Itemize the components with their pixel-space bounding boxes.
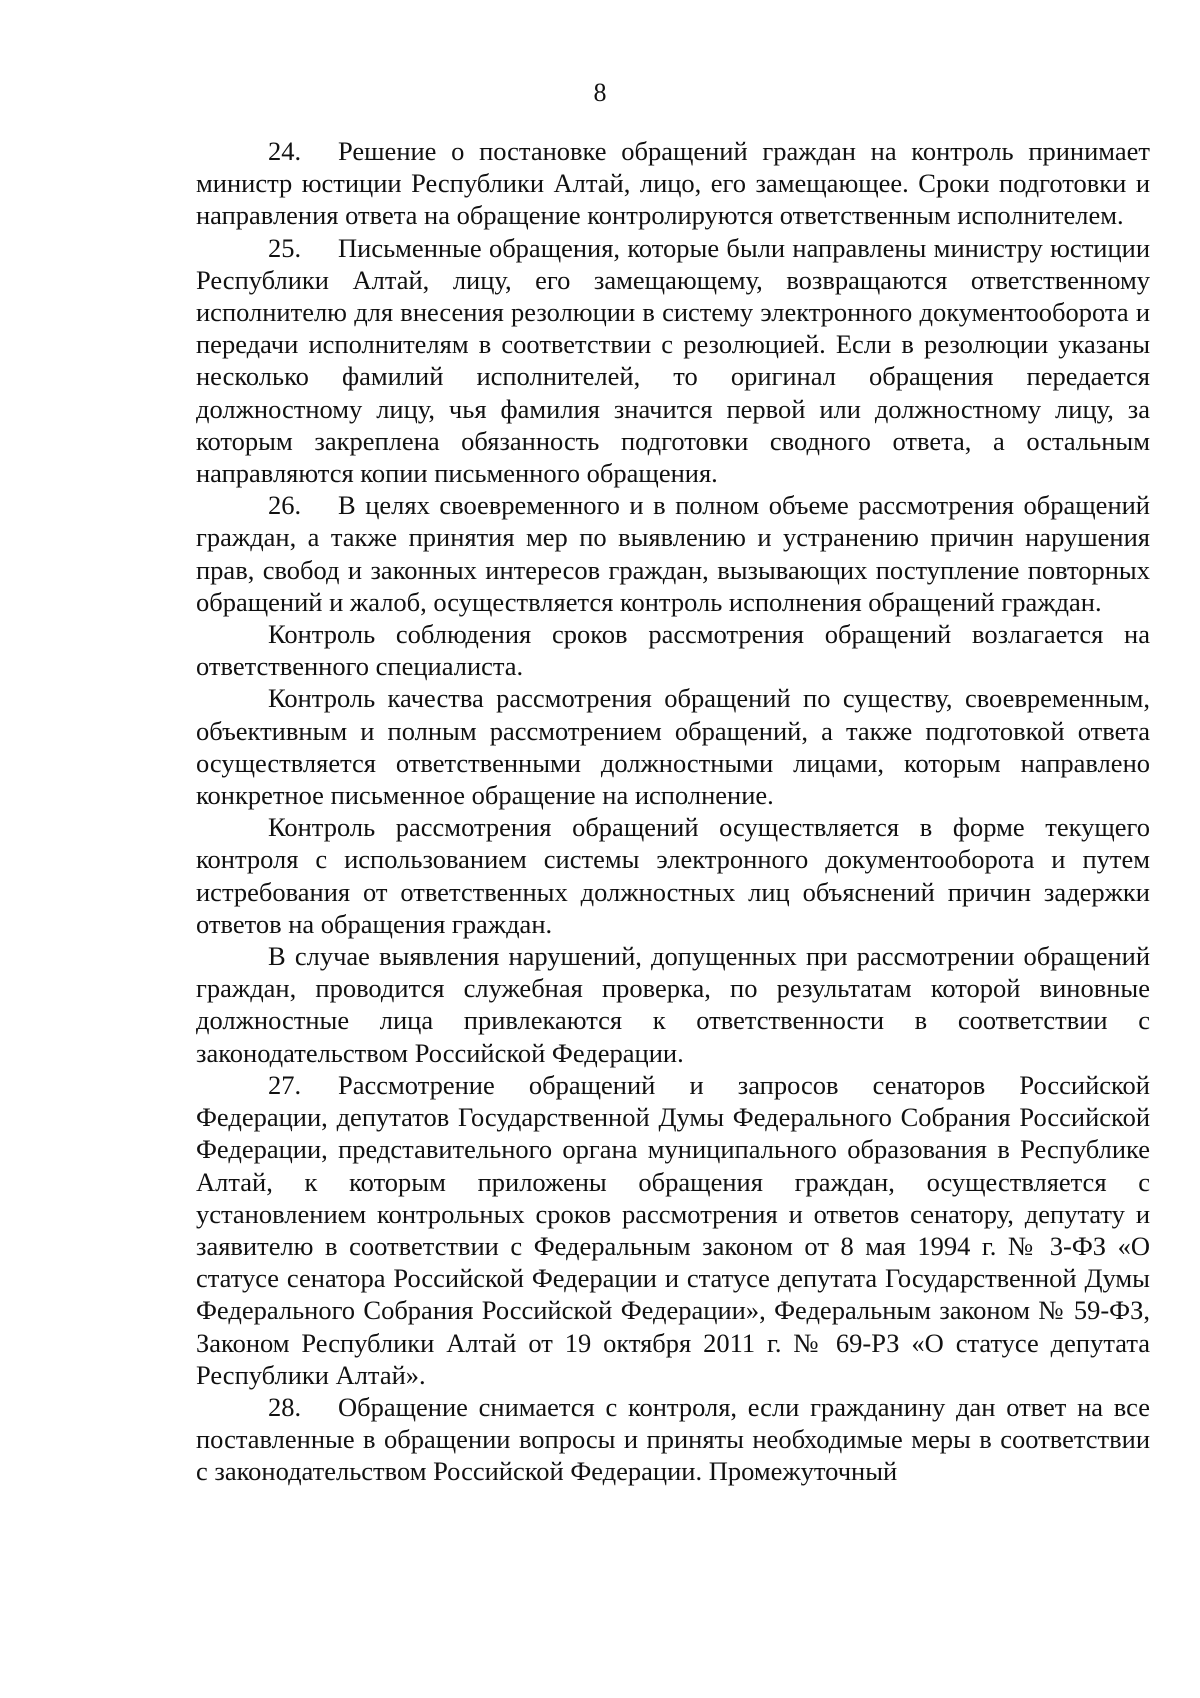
paragraph-control-deadlines xyxy=(196,618,1150,682)
paragraph-number: 27. xyxy=(268,1069,302,1100)
paragraph-control-quality xyxy=(196,682,1150,811)
paragraph-number: 28. xyxy=(268,1391,302,1422)
paragraph-28 xyxy=(196,1391,1150,1488)
paragraph-text: Контроль качества рассмотрения обращений по существу, своевременным, объективным и полным рассмотрением обращений, а также подготовкой ответа осуществляется ответственными должностными лицами, которым направлено конкретное письменное обращение на исполнение. xyxy=(196,683,1150,811)
paragraph-violations xyxy=(196,940,1150,1069)
document-body xyxy=(196,135,1150,1488)
paragraph-text: В целях своевременного и в полном объеме рассмотрения обращений граждан, а также принятия мер по выявлению и устранению причин нарушения прав, свобод и законных интересов граждан, вызывающих поступление повторных обращений и жалоб, осуществляется контроль исполнения обращений граждан. xyxy=(196,490,1150,617)
paragraph-text: В случае выявления нарушений, допущенных при рассмотрении обращений граждан, проводится служебная проверка, по результатам которой виновные должностные лица привлекаются к ответственности в соответствии с законодательством Российской Федерации. xyxy=(196,941,1150,1068)
paragraph-number: 26. xyxy=(268,490,302,521)
paragraph-number: 24. xyxy=(268,136,302,166)
paragraph-text: Решение о постановке обращений граждан на контроль принимает министр юстиции Республики Алтай, лицо, его замещающее. Сроки подготовки и направления ответа на обращение контролируются ответственным исполнителем. xyxy=(196,136,1150,231)
paragraph-text: Обращение снимается с контроля, если гражданину дан ответ на все поставленные в обращении вопросы и приняты необходимые меры в соответствии с законодательством Российской Федерации. Промежуточный xyxy=(196,1391,1150,1487)
page-number: 8 xyxy=(593,78,607,107)
paragraph-24 xyxy=(196,135,1150,232)
paragraph-text: Контроль соблюдения сроков рассмотрения обращений возлагается на ответственного специалиста. xyxy=(196,619,1150,682)
paragraph-26 xyxy=(196,489,1150,618)
paragraph-27 xyxy=(196,1069,1150,1391)
paragraph-text: Письменные обращения, которые были направлены министру юстиции Республики Алтай, лицу, его замещающему, возвращаются ответственному исполнителю для внесения резолюции в систему электронного документооборота и передачи исполнителям в соответствии с резолюцией. Если в резолюции указаны несколько фамилий исполнителей, то оригинал обращения передается должностному лицу, чья фамилия значится первой или должностному лицу, за которым закреплена обязанность подготовки сводного ответа, а остальным направляются копии письменного обращения. xyxy=(196,232,1150,489)
paragraph-text: Контроль рассмотрения обращений осуществляется в форме текущего контроля с использованием системы электронного документооборота и путем истребования от ответственных должностных лиц объяснений причин задержки ответов на обращения граждан. xyxy=(196,812,1150,939)
paragraph-number: 25. xyxy=(268,232,302,263)
paragraph-25 xyxy=(196,232,1150,490)
paragraph-text: Рассмотрение обращений и запросов сенаторов Российской Федерации, депутатов Государственной Думы Федерального Собрания Российской Федерации, представительного органа муниципального образования в Республике Алтай, к которым приложены обращения граждан, осуществляется с установлением контрольных сроков рассмотрения и ответов сенатору, депутату и заявителю в соответствии с Федеральным законом от 8 мая 1994 г. № 3-ФЗ «О статусе сенатора Российской Федерации и статусе депутата Государственной Думы Федерального Собрания Российской Федерации», Федеральным законом № 59-ФЗ, Законом Республики Алтай от 19 октября 2011 г. № 69-РЗ «О статусе депутата Республики Алтай». xyxy=(196,1069,1150,1390)
paragraph-control-form xyxy=(196,811,1150,940)
